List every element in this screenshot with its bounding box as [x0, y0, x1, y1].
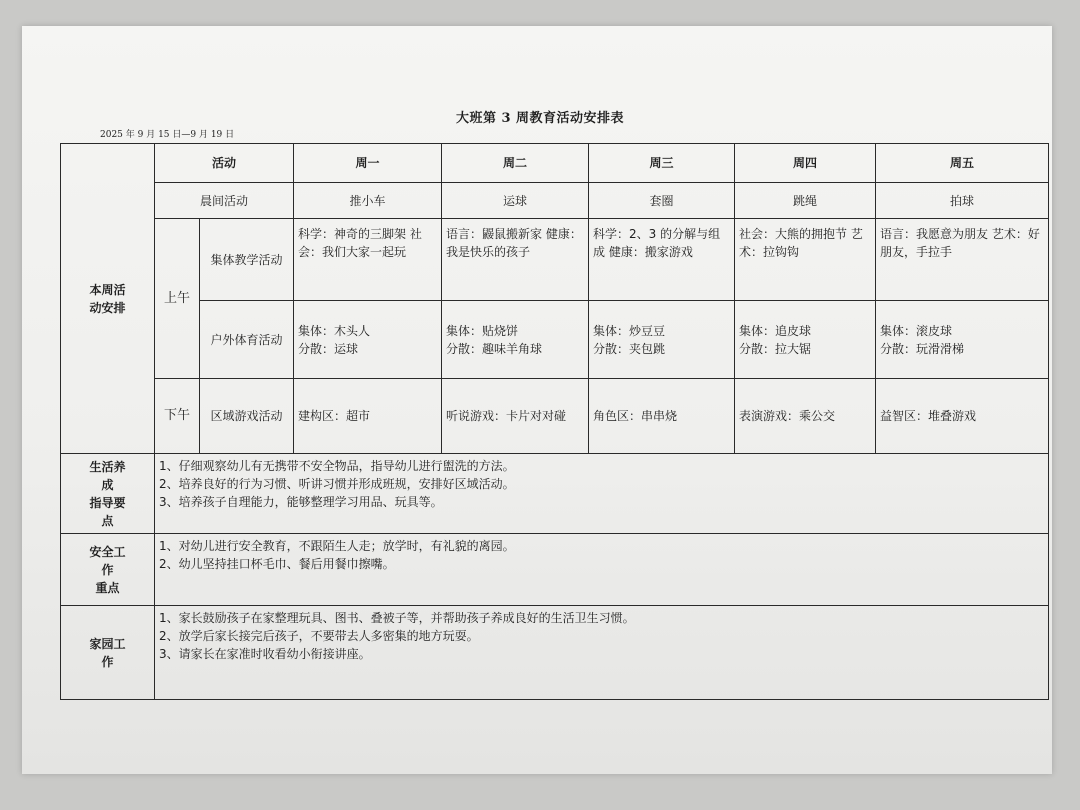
- morning-activity-cell: 推小车: [294, 183, 442, 219]
- safety-row: [61, 534, 1049, 606]
- morning-activity-row: [61, 183, 1049, 219]
- life-guidance-row: [61, 454, 1049, 534]
- home-school-row: [61, 606, 1049, 700]
- morning-activity-cell: 运球: [442, 183, 589, 219]
- area-games-cell: 角色区：串串烧: [589, 379, 735, 454]
- schedule-table: [60, 143, 1049, 700]
- morning-activity-cell: 套圈: [589, 183, 735, 219]
- outdoor-pe-cell: 集体：追皮球 分散：拉大锯: [735, 301, 876, 379]
- outdoor-pe-label: 户外体育活动: [200, 301, 294, 379]
- area-games-cell: 建构区：超市: [294, 379, 442, 454]
- list-item: 2、培养良好的行为习惯、听讲习惯并形成班规，安排好区域活动。: [159, 477, 515, 491]
- group-teaching-cell: 社会：大熊的拥抱节 艺术：拉钩钩: [735, 219, 876, 301]
- area-games-cell: 益智区：堆叠游戏: [876, 379, 1049, 454]
- list-item: 3、请家长在家准时收看幼小衔接讲座。: [159, 647, 371, 661]
- list-item: 1、仔细观察幼儿有无携带不安全物品，指导幼儿进行盥洗的方法。: [159, 459, 515, 473]
- period-pm-label: 下午: [155, 379, 200, 454]
- outdoor-pe-cell: 集体：木头人 分散：运球: [294, 301, 442, 379]
- weekly-label: 本周活 动安排: [61, 144, 155, 454]
- morning-activity-cell: 拍球: [876, 183, 1049, 219]
- group-teaching-cell: 语言：鼹鼠搬新家 健康：我是快乐的孩子: [442, 219, 589, 301]
- list-item: 1、对幼儿进行安全教育，不跟陌生人走；放学时，有礼貌的离园。: [159, 539, 515, 553]
- group-teaching-cell: 科学：神奇的三脚架 社会：我们大家一起玩: [294, 219, 442, 301]
- header-day-wed: 周三: [589, 144, 735, 183]
- list-item: 1、家长鼓励孩子在家整理玩具、图书、叠被子等，并帮助孩子养成良好的生活卫生习惯。: [159, 611, 635, 625]
- outdoor-pe-row: [61, 301, 1049, 379]
- safety-label: 安全工 作 重点: [61, 534, 155, 606]
- home-school-label: 家园工 作: [61, 606, 155, 700]
- header-activity: 活动: [155, 144, 294, 183]
- home-school-content: [155, 606, 1049, 700]
- list-item: 2、放学后家长接完后孩子，不要带去人多密集的地方玩耍。: [159, 629, 479, 643]
- area-games-cell: 听说游戏：卡片对对碰: [442, 379, 589, 454]
- area-games-cell: 表演游戏：乘公交: [735, 379, 876, 454]
- morning-activity-cell: 跳绳: [735, 183, 876, 219]
- outdoor-pe-cell: 集体：贴烧饼 分散：趣味羊角球: [442, 301, 589, 379]
- outdoor-pe-cell: 集体：炒豆豆 分散：夹包跳: [589, 301, 735, 379]
- group-teaching-row: [61, 219, 1049, 301]
- list-item: 2、幼儿坚持挂口杯毛巾、餐后用餐巾擦嘴。: [159, 557, 395, 571]
- list-item: 3、培养孩子自理能力，能够整理学习用品、玩具等。: [159, 495, 443, 509]
- life-guidance-label: 生活养 成 指导要 点: [61, 454, 155, 534]
- header-row: [61, 144, 1049, 183]
- header-day-tue: 周二: [442, 144, 589, 183]
- header-day-fri: 周五: [876, 144, 1049, 183]
- date-range: 2025 年 9 月 15 日—9 月 19 日: [100, 130, 235, 140]
- group-teaching-label: 集体教学活动: [200, 219, 294, 301]
- morning-activity-label: 晨间活动: [155, 183, 294, 219]
- group-teaching-cell: 科学：2、3 的分解与组成 健康：搬家游戏: [589, 219, 735, 301]
- header-day-thu: 周四: [735, 144, 876, 183]
- safety-content: [155, 534, 1049, 606]
- life-guidance-content: [155, 454, 1049, 534]
- group-teaching-cell: 语言：我愿意为朋友 艺术：好朋友，手拉手: [876, 219, 1049, 301]
- area-games-label: 区域游戏活动: [200, 379, 294, 454]
- area-games-row: [61, 379, 1049, 454]
- document-title: 大班第 3 周教育活动安排表: [455, 111, 625, 126]
- outdoor-pe-cell: 集体：滚皮球 分散：玩滑滑梯: [876, 301, 1049, 379]
- period-am-label: 上午: [155, 219, 200, 379]
- header-day-mon: 周一: [294, 144, 442, 183]
